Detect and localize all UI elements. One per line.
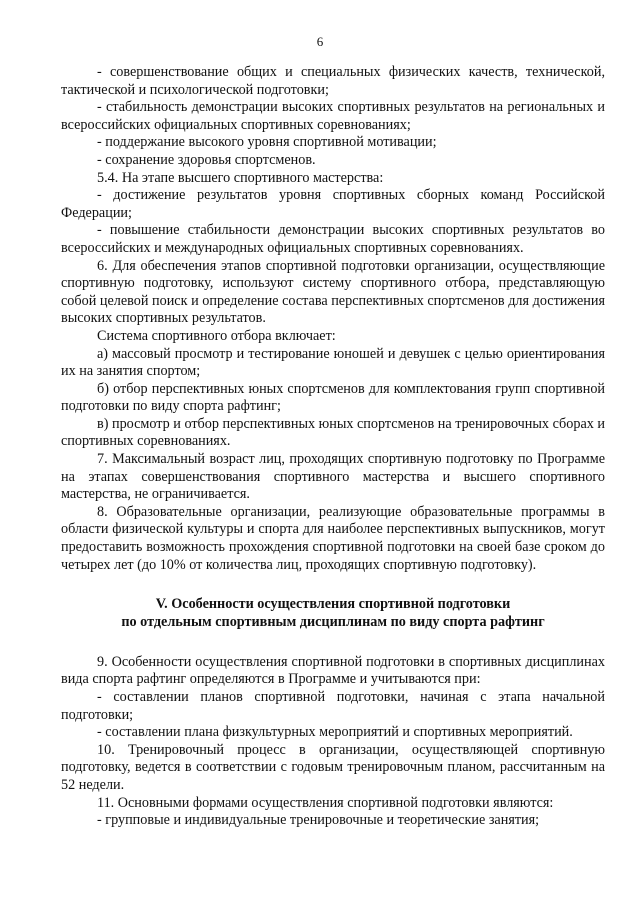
paragraph: а) массовый просмотр и тестирование юношей и девушек с целью ориентирования их на занятия спортом; bbox=[61, 345, 605, 380]
paragraph: - составлении плана физкультурных мероприятий и спортивных мероприятий. bbox=[97, 724, 573, 741]
paragraph: - поддержание высокого уровня спортивной мотивации; bbox=[97, 134, 437, 151]
paragraph: 6. Для обеспечения этапов спортивной подготовки организации, осуществляющие спортивную подготовку, используют систему спортивного отбора, представляющую собой целевой поиск и определение состава перспективных спортсменов для достижения высоких спортивных результатов. bbox=[61, 257, 605, 327]
paragraph: 10. Тренировочный процесс в организации, осуществляющей спортивную подготовку, ведется в соответствии с годовым тренировочным планом, рассчитанным на 52 недели. bbox=[61, 741, 605, 793]
paragraph: Система спортивного отбора включает: bbox=[97, 327, 336, 344]
page-number: 6 bbox=[316, 34, 324, 49]
section-heading-line: V. Особенности осуществления спортивной подготовки bbox=[155, 596, 511, 613]
paragraph: 7. Максимальный возраст лиц, проходящих спортивную подготовку по Программе на этапах совершенствования спортивного мастерства и высшего спортивного мастерства, не ограничивается. bbox=[61, 451, 605, 503]
paragraph: - стабильность демонстрации высоких спортивных результатов на региональных и всероссийских официальных спортивных соревнованиях; bbox=[61, 99, 605, 133]
paragraph: 5.4. На этапе высшего спортивного мастерства: bbox=[97, 169, 384, 186]
paragraph: 8. Образовательные организации, реализующие образовательные программы в области физической культуры и спорта для наиболее перспективных выпускников, могут предоставить возможность прохождения спортивной подготовки на своей базе сроком до четырех лет (до 10% от количества лиц, проходящих спортивную подготовку). bbox=[61, 503, 605, 573]
paragraph: - групповые и индивидуальные тренировочные и теоретические занятия; bbox=[97, 812, 540, 829]
paragraph: - достижение результатов уровня спортивных сборных команд Российской Федерации; bbox=[61, 187, 605, 221]
paragraph: - составлении планов спортивной подготовки, начиная с этапа начальной подготовки; bbox=[61, 689, 605, 723]
paragraph: - совершенствование общих и специальных физических качеств, технической, тактической и психологической подготовки; bbox=[61, 64, 605, 98]
paragraph: - повышение стабильности демонстрации высоких спортивных результатов во всероссийских и международных официальных спортивных соревнованиях. bbox=[61, 222, 605, 256]
document-body bbox=[61, 64, 605, 830]
paragraph: 9. Особенности осуществления спортивной подготовки в спортивных дисциплинах вида спорта рафтинг определяются в Программе и учитываются при: bbox=[61, 653, 605, 688]
paragraph: в) просмотр и отбор перспективных юных спортсменов на тренировочных сборах и спортивных соревнованиях. bbox=[61, 415, 605, 450]
section-heading bbox=[61, 596, 605, 632]
paragraph: б) отбор перспективных юных спортсменов для комплектования групп спортивной подготовки по виду спорта рафтинг; bbox=[61, 380, 605, 415]
section-heading-line: по отдельным спортивным дисциплинам по виду спорта рафтинг bbox=[121, 614, 545, 631]
paragraph: 11. Основными формами осуществления спортивной подготовки являются: bbox=[97, 794, 554, 811]
paragraph: - сохранение здоровья спортсменов. bbox=[97, 151, 316, 168]
